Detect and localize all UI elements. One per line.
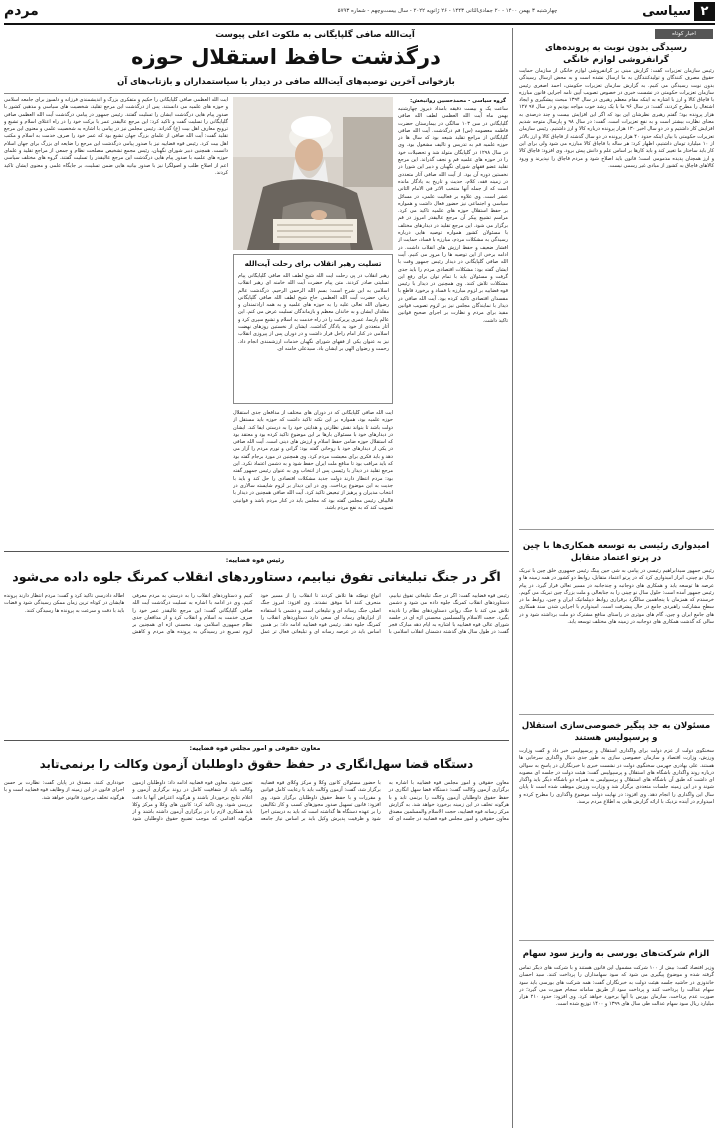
section-rule <box>4 740 509 741</box>
masthead <box>0 0 718 23</box>
lead-body-mid: آیت الله صافی گلپایگانی که در دوران های مختلف از مدافعان جدی استقلال حوزه علمیه بود، همواره بر این نکته تاکید داشت که حوزه باید مستقل از دولت باشد تا بتواند نقش نظارتی و هدایتی خود را به درستی ایفا کند. ایشان در دیدارهای خود با مسئولان بارها بر این موضوع تاکید کرده بود و معتقد بود که استقلال حوزه ضامن حفظ اسلام و ارزش های دینی است. آیت الله صافی در یکی از دیدارهای خود با روحانی گفته بود: گرانی و تورم مردم را آزار می دهد و باید فکری برای معیشت مردم کرد. وی همچنین در مورد برجام گفته بود که باید مراقب بود تا منافع ملت ایران حفظ شود و به دشمن اعتماد نکرد. این مرجع تقلید در دیدار با رئیسی پس از انتخاب وی به عنوان رئیس جمهور گفته بود: مردم انتظار دارند دولت جدید مشکلات اقتصادی را حل کند و باید با جدیت به این موضوع پرداخت. وی در این دیدار بر لزوم شایسته سالاری در انتخاب مدیران و پرهیز از تبعیض تاکید کرد. آیت الله صافی همچنین در دیدار با قالیباف رئیس مجلس گفته بود که مجلس باید در کنار مردم باشد و قوانینی تصویب کند که به نفع مردم باشد. <box>233 410 393 511</box>
lead-headline: درگذشت حافظ استقلال حوزه <box>131 45 441 69</box>
cleric-portrait-image <box>233 97 393 250</box>
sidebar-news-body: وزیر اقتصاد گفت: بیش از ۱۰۰ شرکت مشمول این قانون هستند و با شرکت های دیگر تماس گرفته شده و موضوع پیگیری می شود که سود سهامداران را پرداخت کنند. سید احسان خاندوزی در حاشیه جلسه هیئت دولت به خبرنگاران گفت: همه شرکت های بورسی باید سود سهام عدالت را پرداخت کنند و پرداخت سود از طریق سامانه سجام صورت می گیرد؛ در صورت عدم پرداخت، سازمان بورس با آنها برخورد خواهد کرد. وی افزود: حدود ۲۱۰ هزار میلیارد ریال سود سهام عدالت طی سال های ۱۳۹۹ و ۱۴۰۰ توزیع شده است. <box>519 965 714 1008</box>
judiciary-headline: اگر در جنگ تبلیغاتی تفوق نیابیم، دستاوردهای انقلاب کمرنگ جلوه داده می‌شود <box>12 569 501 584</box>
lead-body-right: ساعت یک و بیست دقیقه بامداد دیروز چهارشنبه بهمن ماه آیت الله العظمی لطف الله صافی گلپایگانی در سن ۱۰۳ سالگی در بیمارستان حضرت فاطمه معصومه (س) قم درگذشت. آیت الله صافی گلپایگانی از مراجع تقلید شیعه بود که سال ها در حوزه علمیه قم به تدریس و تالیف مشغول بود. وی در سال ۱۲۹۸ در گلپایگان متولد شد و تحصیلات خود را در حوزه های علمیه قم و نجف گذراند. این مرجع تقلید عضو فقهای شورای نگهبان و دبیر این شورا در نخستین دوره آن بود. از آیت الله صافی آثار متعددی در زمینه فقه، کلام، حدیث و تاریخ به یادگار مانده است که از جمله آنها منتخب الاثر فی الامام الثانی عشر است. وی علاوه بر فعالیت علمی، در مسائل سیاسی و اجتماعی نیز حضور فعال داشت و همواره بر حفظ استقلال حوزه های علمیه تاکید می کرد. مراسم تشییع پیکر آن مرجع عالیقدر امروز در قم برگزار می شود. این مرجع تقلید در دیدارهای مختلف با مسئولان کشور همواره توصیه هایی درباره رسیدگی به مشکلات مردم، مبارزه با فساد، حمایت از اقشار ضعیف و حفظ ارزش های انقلاب داشت. در ادامه برخی از این توصیه ها را مرور می کنیم. آیت الله صافی گلپایگانی در دیدار رئیس جمهور وقت با ایشان گفته بود: مشکلات اقتصادی مردم را باید جدی گرفت و مسئولان باید با تمام توان برای رفع این مشکلات تلاش کنند. وی همچنین در دیدار با رئیس قوه قضاییه بر لزوم مبارزه با فساد و برخورد قاطع با مفسدان اقتصادی تاکید کرده بود. آیت الله صافی در دیدار با نمایندگان مجلس نیز بر لزوم تصویب قوانین مفید برای مردم و نظارت بر اجرای صحیح قوانین تاکید داشت. <box>398 106 508 324</box>
sidebar-news-body: رئیس سازمان تعزیرات گفت: گزارش مبنی بر گرانفروشی لوازم خانگی از سازمان حمایت حقوق مصرف کنندگان و تولیدکنندگان به ما ارسال نشده است و به محض ارسال رسیدگی بدون نوبت رسیدگی می کنیم. به گزارش سازمان تعزیرات حکومتی، احمد اصغری رئیس سازمان تعزیرات حکومتی در نشست خبری در خصوص تصویب آیین نامه اجرایی قانون مبارزه با قاچاق کالا و ارز با اشاره به اینکه مقام معظم رهبری در سال ۱۳۹۴ مبحث پیشگیری و ایجاد اشتغال را مطرح کردند، گفت: در سال ۹۶ ما با یک رشد خوب مواجه بودیم و در سال ۹۷ ۱۲۷ هزار پرونده بود؛ گفتم رهبری نظرشان این بود که اگر این افزایش بیست و چند درصدی به معنای نظارت بیشتر است و به نفع تعزیرات است. گفت: در سال ۹۸ و پارسال متوجه شدیم افزایش کار داشتیم و در دو سال اخیر ۱۳۰ هزار پرونده درباره کالا و ارز داشتیم. رئیس سازمان تعزیرات حکومتی با بیان اینکه حدود ۴۰ هزار پرونده در دو سال گذشته از قاچاق کالا و ارز بالاتر از ۱۰ میلیارد تومان داشتیم، اظهار کرد: هر ساله با قاچاق کالا مبارزه می شود ولی برای این کار باید ساختار ما تغییر کند و باید کارها بر اساس علم و دانش پیش برود. وی افزود: قاچاق کالا و ارز همچنان پدیده مذمومی است؛ قانون باید اصلاح شود و مردم قاچاق را نپذیرند و ورود کالاهای قاچاق به کشور از مبادی غیر رسمی نیست. <box>519 68 714 169</box>
sidebar-divider <box>512 28 513 1128</box>
lead-byline: گروه سیاسی - محمدحسین روانبخش: <box>410 98 506 104</box>
sidebar-news-separator <box>519 529 714 530</box>
lead-kicker: آیت‌الله صافی گلپایگانی به ملکوت اعلی پیوست <box>215 30 415 40</box>
judiciary-body: رئیس قوه قضاییه گفت: اگر در جنگ تبلیغاتی تفوق نیابیم، دستاوردهای انقلاب کمرنگ جلوه داده می شود و دشمن تلاش می کند با جنگ روانی دستاوردهای نظام را نادیده بگیرد. حجت الاسلام والمسلمین محسنی اژه ای در جلسه شورای عالی قوه قضاییه با اشاره به ایام دهه مبارک فجر گفت: در طول سال های گذشته دشمنان انقلاب اسلامی با انواع توطئه ها تلاش کردند تا انقلاب را از مسیر خود منحرف کنند اما موفق نشدند. وی افزود: امروز جنگ اصلی جنگ رسانه ای و تبلیغاتی است و دشمن با استفاده از ابزارهای رسانه ای سعی دارد دستاوردهای انقلاب را کمرنگ جلوه دهد. رئیس قوه قضاییه ادامه داد: بر همین اساس باید در عرصه رسانه ای و تبلیغاتی فعال تر عمل کنیم و دستاوردهای انقلاب را به درستی به مردم معرفی کنیم. وی در ادامه با اشاره به تسلیت درگذشت آیت الله صافی گلپایگانی گفت: این مرجع عالیقدر عمر خود را صرف خدمت به اسلام و انقلاب کرد و از مدافعان جدی نظام جمهوری اسلامی بود. محسنی اژه ای همچنین بر لزوم تسریع در رسیدگی به پرونده های مردم و کاهش اطاله دادرسی تاکید کرد و گفت: مردم انتظار دارند پرونده هایشان در کوتاه ترین زمان ممکن رسیدگی شود و قضات باید با دقت و سرعت به پرونده ها رسیدگی کنند. <box>4 593 509 636</box>
condolence-box <box>233 254 393 404</box>
page-number: ۲ <box>700 4 709 19</box>
section-rule <box>4 551 509 552</box>
sidebar-label: اخبار کوتاه <box>655 29 713 39</box>
lead-rule <box>4 93 509 94</box>
legal-body: معاون حقوقی و امور مجلس قوه قضاییه با اشاره به برگزاری آزمون وکالت گفت: دستگاه قضا سهل انگاری در حفظ حقوق داوطلبان آزمون وکالت را برنمی تابد و با هرگونه تخلف در این زمینه برخورد خواهد شد. به گزارش مرکز رسانه قوه قضاییه، حجت الاسلام والمسلمین مصدق معاون حقوقی و امور مجلس قوه قضاییه در جلسه ای که با حضور مسئولان کانون وکلا و مرکز وکلای قوه قضاییه برگزار شد، گفت: آزمون وکالت باید با رعایت کامل قوانین و مقررات و با حفظ حقوق داوطلبان برگزار شود. وی افزود: قانون تسهیل صدور مجوزهای کسب و کار تکالیفی را بر عهده دستگاه ها گذاشته است که باید به درستی اجرا شود و ظرفیت پذیرش وکیل باید بر اساس نیاز جامعه تعیین شود. معاون قوه قضاییه ادامه داد: داوطلبان آزمون وکالت باید از شفافیت کامل در روند برگزاری آزمون و اعلام نتایج برخوردار باشند و هرگونه اعتراض آنها با دقت بررسی شود. وی تاکید کرد: کانون های وکلا و مرکز وکلا باید همکاری لازم را در برگزاری آزمون داشته باشند و از هرگونه اقدامی که موجب تضییع حقوق داوطلبان شود خودداری کنند. مصدق در پایان گفت: نظارت بر حسن اجرای قانون در این زمینه از وظایف قوه قضاییه است و با هرگونه تخلف برخورد قانونی خواهد شد. <box>4 780 509 823</box>
section-name: سیاسی <box>642 4 691 19</box>
sidebar-news-body: رئیس جمهور سیدابراهیم رئیسی در پیامی به شی جین پینگ رئیس جمهوری خلق چین با تبریک سال نو چینی، ابراز امیدواری کرد که در پرتو اعتماد متقابل، روابط دو کشور در همه زمینه ها و عرصه ها توسعه یابد و همکاری های دوجانبه و چندجانبه در مسیر تعالی قرار گیرد. در پیام رئیس جمهور آمده است: حلول سال نو چینی را به جنابعالی و ملت بزرگ چین تبریک می گویم. خرسندم که همزمان با پنجاهمین سالگرد برقراری روابط دیپلماتیک ایران و چین، روابط ما در سطح مشارکت راهبردی جامع در حال پیشرفت است. امیدوارم با اجرایی شدن سند همکاری های جامع ایران و چین، گام های موثری در راستای منافع مشترک دو ملت برداشته شود و در سالی که گذشت همکاری های دوجانبه در زمینه های مختلف توسعه یابد. <box>519 568 714 626</box>
sidebar-news-title: امیدواری رئیسی به توسعه همکاری‌ها با چین در پرتو اعتماد متقابل <box>522 541 710 563</box>
legal-kicker: معاون حقوقی و امور مجلس قوه قضاییه: <box>189 744 321 752</box>
judiciary-kicker: رئیس قوه قضاییه: <box>225 556 285 564</box>
newspaper-name: مردم <box>4 3 39 19</box>
legal-headline: دستگاه قضا سهل‌انگاری در حفظ حقوق داوطلبان آزمون وکالت را برنمی‌تابد <box>39 757 474 771</box>
condolence-title: تسلیت رهبر انقلاب برای رحلت آیت‌الله <box>244 259 382 268</box>
sidebar-news-body: سخنگوی دولت از عزم دولت برای واگذاری استقلال و پرسپولیس خبر داد و گفت وزارت ورزش، وزارت اقتصاد و سازمان خصوصی سازی به طور جدی دنبال واگذاری سرخابی ها هستند. علی بهادری جهرمی سخنگوی دولت در نشست خبری با خبرنگاران در پاسخ به سوالی درباره روند واگذاری باشگاه های استقلال و پرسپولیس گفت: هیئت دولت در جلسه ای مصوبه ای داشت که طبق آن باشگاه های استقلال و پرسپولیس به همراه دو باشگاه دیگر باید واگذار شوند و در این زمینه جلسات متعددی برگزار شد و وزارت ورزش موظف شده است تا پایان سال این واگذاری را انجام دهد. وی افزود: در نهایت دولت موضوع واگذاری را مطرح کرده و امیدوارم در آینده نزدیک با ارائه گزارش هایی به اطلاع مردم برسد. <box>519 748 714 806</box>
masthead-rule <box>4 23 715 25</box>
sidebar-news-separator <box>519 940 714 941</box>
sidebar-news-title: الزام شرکت‌های بورسی به واریز سود سهام <box>522 949 710 959</box>
condolence-body: رهبر انقلاب در پی رحلت آیت الله شیخ لطف الله صافی گلپایگانی پیام تسلیتی صادر کردند. متن پیام حضرت آیت الله خامنه ای رهبر انقلاب اسلامی به این شرح است: بسم الله الرحمن الرحیم. درگذشت عالم ربانی حضرت آیت الله العظمی حاج شیخ لطف الله صافی گلپایگانی رضوان الله تعالی علیه را به حوزه های علمیه و به همه ارادتمندان و مقلدان ایشان و به خاندان معظم و بازماندگان تسلیت عرض می کنم. این عالم پارسا، عمری پربرکت را در راه خدمت به اسلام و تشیع سپری کرد و آثار متعددی از خود به یادگار گذاشت. ایشان از نخستین روزهای نهضت اسلامی در کنار امام راحل قرار داشت و در دوران پس از پیروزی انقلاب نیز به عنوان یکی از فقهای شورای نگهبان خدمات ارزشمندی انجام داد. رحمت و رضوان الهی بر ایشان باد. سیدعلی خامنه ای. <box>238 273 389 352</box>
sidebar-news-title: رسیدگی بدون نوبت به پرونده‌های گرانفروشی لوازم خانگی <box>544 43 687 65</box>
page-number-badge <box>694 2 715 21</box>
lead-body-left: آیت الله العظمی صافی گلپایگانی را حکیم و متفکری بزرگ و اندیشمندی فرزانه و دلسوز برای جامعه اسلامی و حوزه های علمیه می دانستند. پس از درگذشت این مرجع تقلید، شخصیت های سیاسی و مذهبی کشور با صدور پیام هایی درگذشت ایشان را تسلیت گفتند. رئیس جمهور در پیامی درگذشت آیت الله العظمی صافی گلپایگانی را تسلیت گفت و تاکید کرد: این مرجع عالیقدر عمر با برکت خود را در راه اعتلای اسلام و تشیع و ترویج معارف اهل بیت (ع) گذراند. رئیس مجلس نیز در پیامی با اشاره به شخصیت علمی و معنوی این مرجع تقلید گفت: آیت الله صافی از علمای بزرگ جهان تشیع بود که عمر خود را صرف خدمت به اسلام و مکتب اهل بیت کرد. رئیس قوه قضاییه نیز با صدور پیامی درگذشت این مرجع را ضایعه ای بزرگ برای جهان اسلام دانست. همچنین دبیر شورای نگهبان، رئیس مجمع تشخیص مصلحت نظام و جمعی از مراجع تقلید و علمای حوزه های علمیه با صدور پیام هایی درگذشت این مرجع عالیقدر را تسلیت گفتند. گروه های مختلف سیاسی اعم از اصلاح طلب و اصولگرا نیز با صدور بیانیه هایی ضمن تسلیت، بر جایگاه علمی و معنوی ایشان تاکید کردند. <box>4 97 228 176</box>
sidebar-news-separator <box>519 714 714 715</box>
date-line: چهارشنبه ۳ بهمن ۱۴۰۰ - ۲۰ جمادی‌الثانی ۱۴۴۳ - ۲۶ ژانویه ۲۰۲۲ - سال بیست‌وچهم - شماره ۵۷۹۳ <box>337 8 558 14</box>
lead-subheadline: بازخوانی آخرین توصیه‌های آیت‌الله صافی در دیدار با سیاستمداران و بازتاب‌های آن <box>117 76 455 86</box>
sidebar-news-title: مسئولان به جد پیگیر خصوصی‌سازی استقلال و پرسپولیس هستند <box>521 721 711 743</box>
lead-photo <box>233 97 393 250</box>
